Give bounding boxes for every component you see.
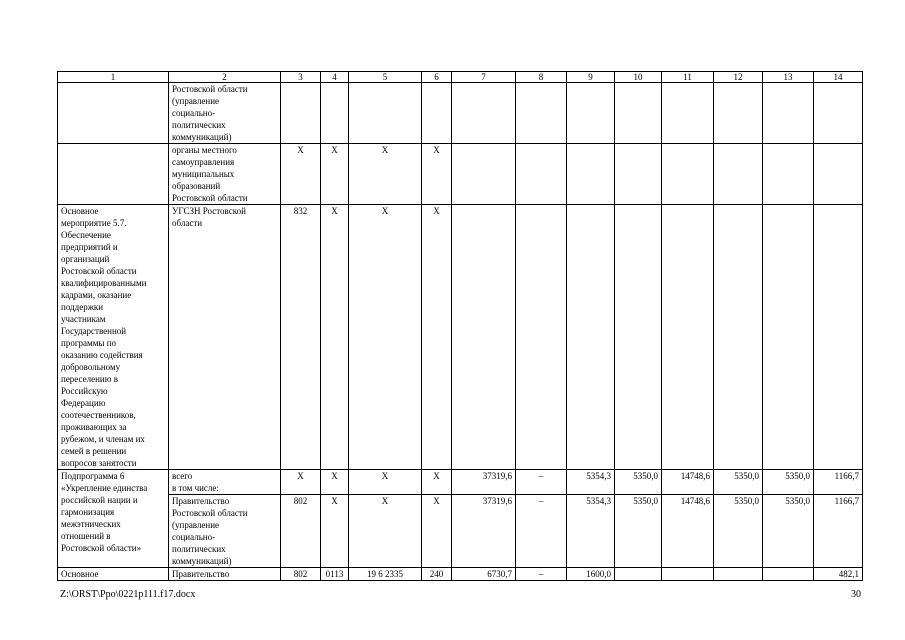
footer-page-number: 30: [851, 589, 861, 600]
year-cell: [615, 205, 662, 470]
year-cell: –: [516, 495, 567, 568]
year-cell: [567, 205, 615, 470]
header-cell: 9: [567, 72, 615, 83]
year-cell: [814, 83, 863, 144]
table-row: [58, 568, 863, 581]
header-cell: 10: [615, 72, 662, 83]
executor-cell: Ростовской области (управление социально- политических коммуникаций): [169, 83, 281, 144]
grbs-cell: Х: [281, 144, 321, 205]
year-cell: [763, 205, 814, 470]
year-cell: –: [516, 568, 567, 581]
header-cell: 4: [321, 72, 349, 83]
header-cell: 3: [281, 72, 321, 83]
executor-cell: Правительство: [169, 568, 281, 581]
rzpr-cell: 0113: [321, 568, 349, 581]
header-cell: 5: [349, 72, 422, 83]
year-cell: 1166,7: [814, 470, 863, 495]
csr-cell: Х: [349, 495, 422, 568]
year-cell: 5350,0: [714, 470, 763, 495]
year-cell: 14748,6: [662, 470, 714, 495]
executor-cell: органы местного самоуправления муниципальных образований Ростовской области: [169, 144, 281, 205]
table-header-row: [58, 72, 863, 83]
executor-cell: всего в том числе:: [169, 470, 281, 495]
grbs-cell: [281, 83, 321, 144]
year-cell: [814, 144, 863, 205]
table-row: [58, 495, 863, 568]
header-cell: 1: [58, 72, 169, 83]
csr-cell: Х: [349, 144, 422, 205]
total-cell: [452, 205, 516, 470]
rzpr-cell: [321, 83, 349, 144]
table-row: [58, 144, 863, 205]
grbs-cell: 832: [281, 205, 321, 470]
header-cell: 12: [714, 72, 763, 83]
row-label-cell: Основное мероприятие 5.7. Обеспечение предприятий и организаций Ростовской области квалифицированными кадрами, оказание поддержки участникам Государственной программы по оказанию содействия добровольному переселению в Российскую Федерацию соотечественников, проживающих за рубежом, и членам их семей в решении вопросов занятости: [58, 205, 169, 470]
header-cell: 14: [814, 72, 863, 83]
grbs-cell: 802: [281, 568, 321, 581]
year-cell: [516, 83, 567, 144]
vr-cell: Х: [422, 495, 452, 568]
year-cell: 1600,0: [567, 568, 615, 581]
executor-cell: УГСЗН Ростовской области: [169, 205, 281, 470]
csr-cell: [349, 83, 422, 144]
year-cell: 5350,0: [714, 495, 763, 568]
rzpr-cell: Х: [321, 495, 349, 568]
row-label-cell: [58, 83, 169, 144]
budget-table: [57, 71, 863, 581]
table-row: [58, 205, 863, 470]
header-cell: 2: [169, 72, 281, 83]
year-cell: [714, 205, 763, 470]
year-cell: [567, 144, 615, 205]
year-cell: [714, 83, 763, 144]
header-cell: 7: [452, 72, 516, 83]
csr-cell: 19 6 2335: [349, 568, 422, 581]
vr-cell: 240: [422, 568, 452, 581]
csr-cell: Х: [349, 205, 422, 470]
rzpr-cell: Х: [321, 144, 349, 205]
year-cell: [615, 144, 662, 205]
header-cell: 6: [422, 72, 452, 83]
row-label-cell: Подпрограмма 6 «Укрепление единства российской нации и гармонизация межэтнических отношений в Ростовской области»: [58, 470, 169, 568]
year-cell: [714, 144, 763, 205]
total-cell: 6730,7: [452, 568, 516, 581]
vr-cell: [422, 83, 452, 144]
rzpr-cell: Х: [321, 205, 349, 470]
year-cell: 482,1: [814, 568, 863, 581]
total-cell: 37319,6: [452, 470, 516, 495]
header-cell: 13: [763, 72, 814, 83]
year-cell: [516, 205, 567, 470]
year-cell: [615, 83, 662, 144]
year-cell: [714, 568, 763, 581]
vr-cell: Х: [422, 144, 452, 205]
year-cell: 5350,0: [615, 470, 662, 495]
year-cell: [662, 568, 714, 581]
year-cell: 14748,6: [662, 495, 714, 568]
rzpr-cell: Х: [321, 470, 349, 495]
year-cell: 5354,3: [567, 470, 615, 495]
year-cell: 1166,7: [814, 495, 863, 568]
footer-file-path: Z:\ORST\Ppo\0221p111.f17.docx: [60, 589, 196, 600]
row-label-cell: [58, 144, 169, 205]
vr-cell: Х: [422, 205, 452, 470]
grbs-cell: Х: [281, 470, 321, 495]
year-cell: [662, 144, 714, 205]
year-cell: 5350,0: [615, 495, 662, 568]
year-cell: 5354,3: [567, 495, 615, 568]
table-row: [58, 470, 863, 495]
header-cell: 8: [516, 72, 567, 83]
year-cell: [615, 568, 662, 581]
vr-cell: Х: [422, 470, 452, 495]
row-label-cell: Основное: [58, 568, 169, 581]
year-cell: [662, 83, 714, 144]
year-cell: [516, 144, 567, 205]
year-cell: [763, 144, 814, 205]
total-cell: [452, 144, 516, 205]
year-cell: 5350,0: [763, 495, 814, 568]
grbs-cell: 802: [281, 495, 321, 568]
executor-cell: Правительство Ростовской области (управление социально- политических коммуникаций): [169, 495, 281, 568]
header-cell: 11: [662, 72, 714, 83]
year-cell: –: [516, 470, 567, 495]
year-cell: [763, 568, 814, 581]
year-cell: [814, 205, 863, 470]
year-cell: [763, 83, 814, 144]
table-row: [58, 83, 863, 144]
year-cell: [662, 205, 714, 470]
csr-cell: Х: [349, 470, 422, 495]
year-cell: 5350,0: [763, 470, 814, 495]
year-cell: [567, 83, 615, 144]
total-cell: 37319,6: [452, 495, 516, 568]
total-cell: [452, 83, 516, 144]
